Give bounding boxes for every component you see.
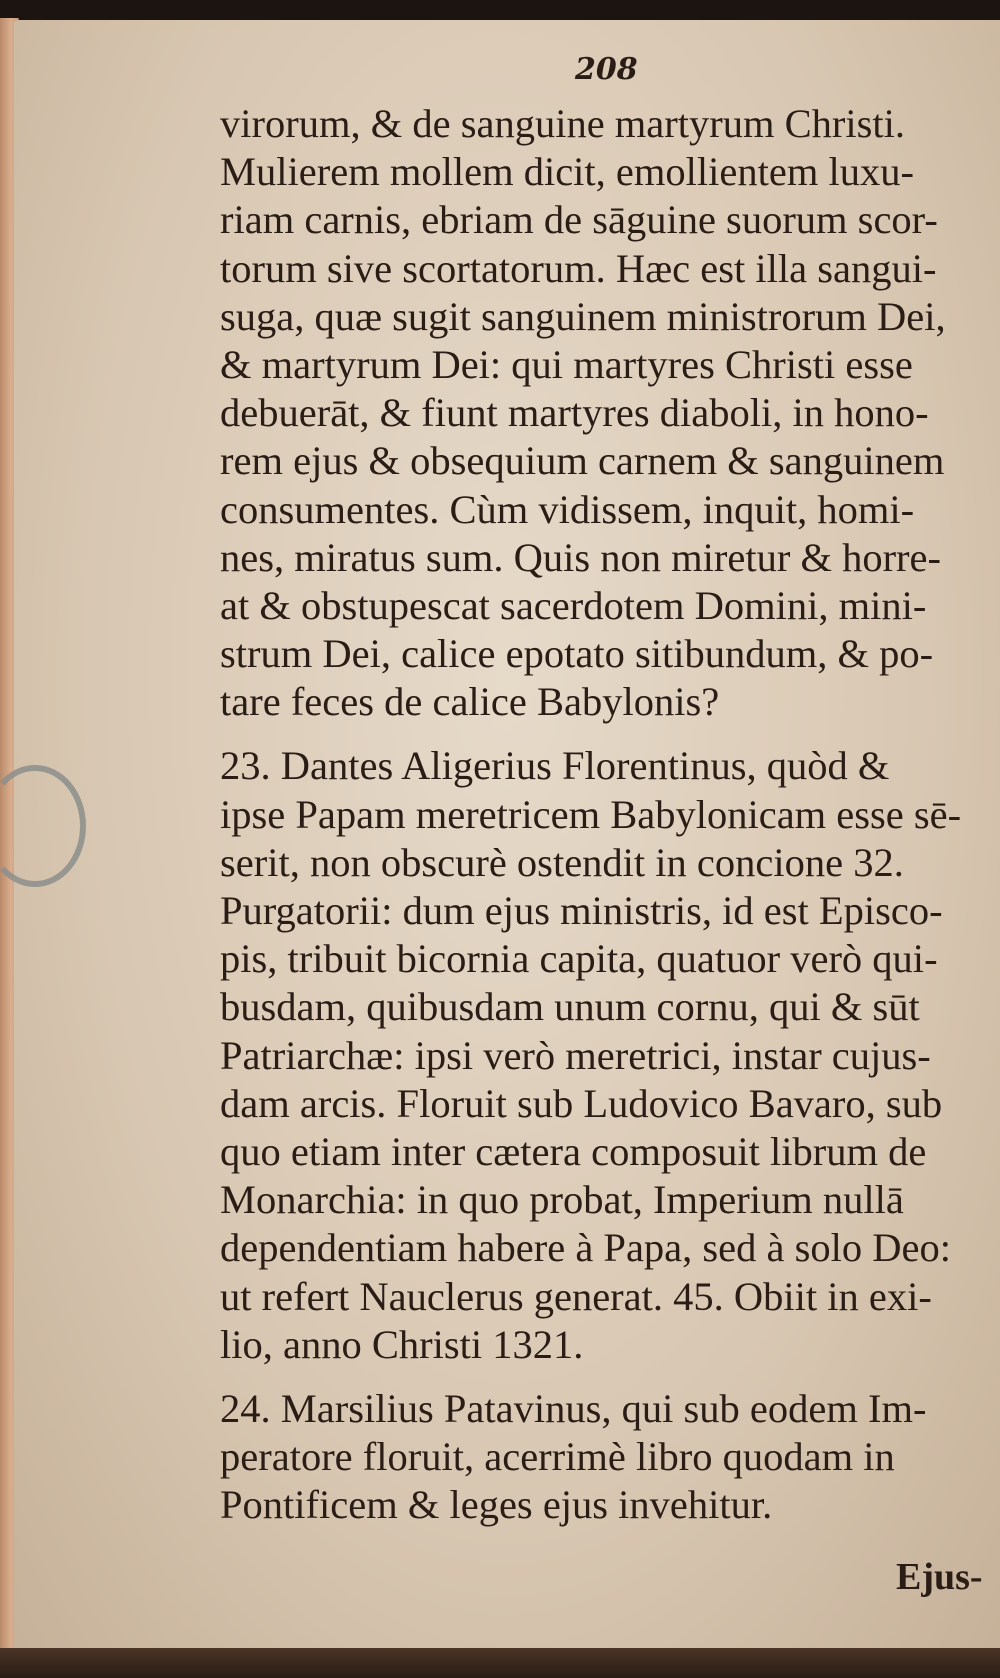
text-line: Monarchia: in quo probat, Imperium nullā <box>220 1177 904 1223</box>
text-line: Purgatorii: dum ejus ministris, id est Episco- <box>220 888 943 933</box>
text-line: at & obstupescat sacerdotem Domini, mini- <box>220 582 927 628</box>
text-line: riam carnis, ebriam de sāguine suorum scor- <box>220 197 938 243</box>
text-line: quo etiam inter cætera composuit librum de <box>220 1128 927 1174</box>
catchword: Ejus- <box>896 1556 983 1598</box>
text-line: peratore floruit, acerrimè libro quodam in <box>220 1434 895 1480</box>
text-line: consumentes. Cùm vidissem, inquit, homi- <box>220 486 915 532</box>
text-line: tare feces de calice Babylonis? <box>220 679 720 725</box>
paragraph-gap <box>220 726 990 742</box>
text-line: debuerāt, & fiunt martyres diaboli, in hono- <box>220 390 929 436</box>
text-line: virorum, & de sanguine martyrum Christi. <box>220 101 906 146</box>
text-line: & martyrum Dei: qui martyres Christi esse <box>220 341 913 387</box>
body-text <box>220 100 990 1529</box>
text-line: 24. Marsilius Patavinus, qui sub eodem Im- <box>220 1385 927 1431</box>
text-line: torum sive scortatorum. Hæc est illa sangui- <box>220 245 937 291</box>
text-line: suga, quæ sugit sanguinem ministrorum Dei, <box>220 293 946 339</box>
text-line: ipse Papam meretricem Babylonicam esse sē- <box>220 791 962 837</box>
text-line: Patriarchæ: ipsi verò meretrici, instar cujus- <box>220 1032 931 1078</box>
text-line: Pontificem & leges ejus invehitur. <box>220 1482 773 1528</box>
page-number: 208 <box>575 52 638 87</box>
text-line: 23. Dantes Aligerius Florentinus, quòd & <box>220 743 890 789</box>
text-line: strum Dei, calice epotato sitibundum, & po- <box>220 631 934 677</box>
text-line: dam arcis. Floruit sub Ludovico Bavaro, sub <box>220 1080 943 1126</box>
text-line: busdam, quibusdam unum cornu, qui & sūt <box>220 984 920 1030</box>
backdrop-bottom <box>0 1648 1000 1678</box>
paragraph-gap <box>220 1369 990 1385</box>
text-line: rem ejus & obsequium carnem & sanguinem <box>220 438 945 484</box>
text-line: nes, miratus sum. Quis non miretur & horre- <box>220 534 942 580</box>
text-line: serit, non obscurè ostendit in concione 32. <box>220 839 904 885</box>
text-line: Mulierem mollem dicit, emollientem luxu- <box>220 149 914 195</box>
backdrop-top <box>0 0 1000 22</box>
text-line: ut refert Nauclerus generat. 45. Obiit in exi- <box>220 1273 932 1319</box>
text-line: dependentiam habere à Papa, sed à solo Deo: <box>220 1225 951 1271</box>
text-line: pis, tribuit bicornia capita, quatuor verò qui- <box>220 936 938 982</box>
clip-ring <box>0 765 86 887</box>
text-line: lio, anno Christi 1321. <box>220 1321 584 1367</box>
